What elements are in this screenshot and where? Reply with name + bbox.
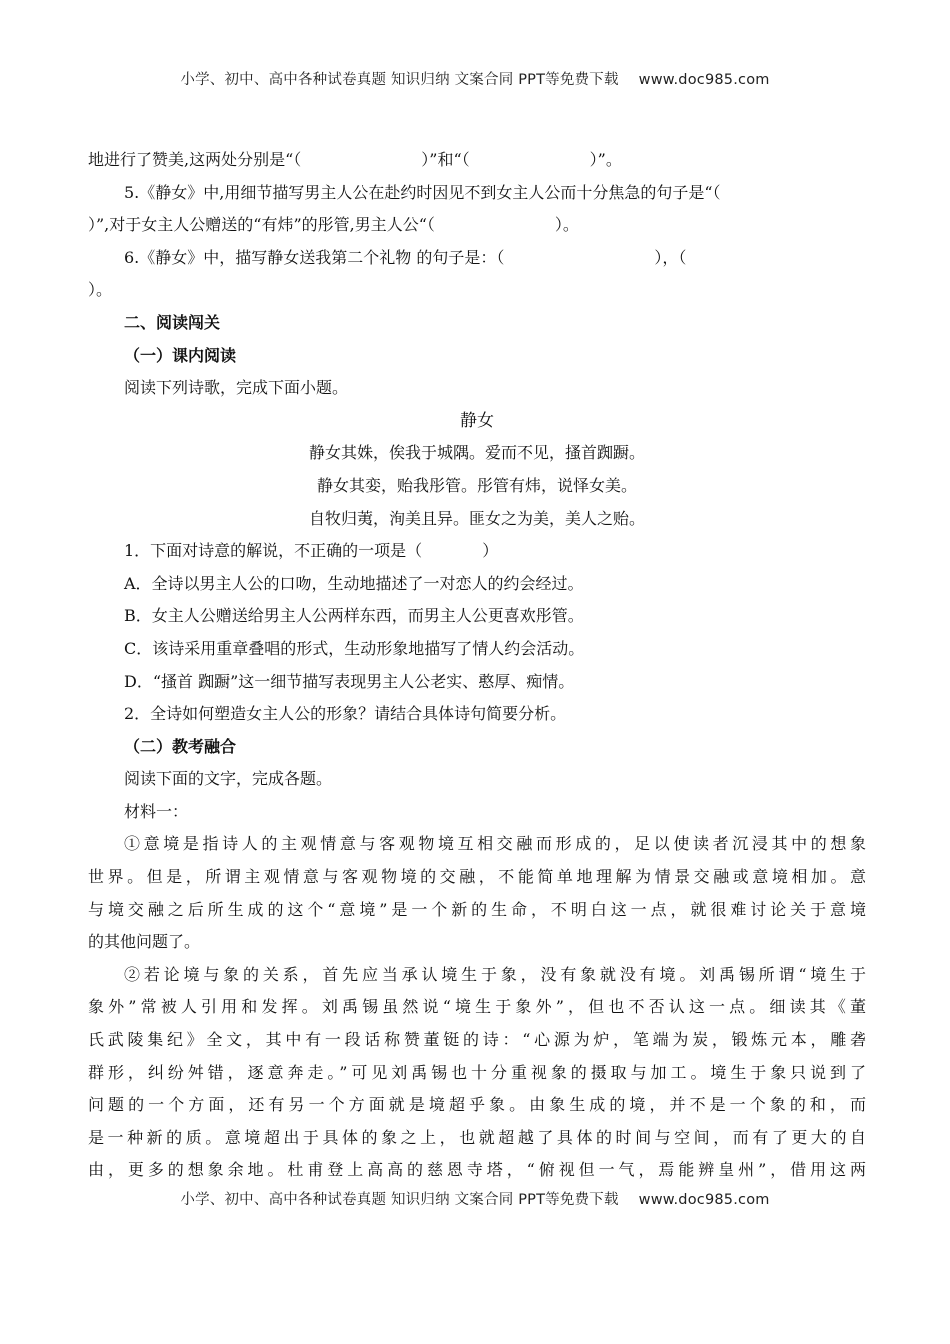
question-5 [88, 177, 866, 210]
text-segment: 1．下面对诗意的解说，不正确的一项是（ [124, 541, 423, 561]
text-segment: ）”和“（ [421, 150, 470, 169]
question-4-continued [88, 144, 866, 177]
question-2: 2．全诗如何塑造女主人公的形象？请结合具体诗句简要分析。 [124, 704, 567, 724]
material-label: 材料一： [124, 801, 189, 821]
paragraph-line: 世界。但是，所谓主观情意与客观物境的交融，不能简单地理解为情景交融或意境相加。意 [88, 867, 866, 887]
text-segment: ） [482, 541, 499, 561]
subsection-heading: （一）课内阅读 [124, 345, 237, 365]
subsection-heading: （二）教考融合 [124, 736, 237, 756]
header-url[interactable]: www.doc985.com [638, 72, 770, 88]
text-segment: 5.《静女》中,用细节描写男主人公在赴约时因见不到女主人公而十分焦急的句子是“（ [124, 182, 721, 202]
paragraph-line: 氏武陵集纪》全文，其中有一段话称赞董铤的诗：“心源为炉，笔端为炭，锻炼元本，雕砻 [88, 1030, 866, 1050]
question-6-continued [88, 274, 866, 307]
option-a: A．全诗以男主人公的口吻，生动地描述了一对恋人的约会经过。 [124, 573, 584, 593]
section-heading: 二、阅读闯关 [124, 312, 221, 332]
instruction-text: 阅读下列诗歌，完成下面小题。 [124, 378, 349, 398]
page-footer [0, 1188, 950, 1209]
question-6 [88, 242, 866, 275]
paragraph-line: 与境交融之后所生成的这个“意境”是一个新的生命，不明白这一点，就很难讨论关于意境 [88, 899, 866, 919]
header-text: 小学、初中、高中各种试卷真题 知识归纳 文案合同 PPT等免费下载 [180, 72, 619, 88]
text-segment: 6.《静女》中，描写静女送我第二个礼物 的句子是：（ [124, 247, 505, 267]
poem-title: 静女 [460, 410, 494, 431]
text-segment: ）。 [554, 215, 579, 235]
paragraph-line: ①意境是指诗人的主观情意与客观物境互相交融而形成的，足以使读者沉浸其中的想象 [124, 834, 866, 854]
paragraph-line: 群形，纠纷舛错，逐意奔走。”可见刘禹锡也十分重视象的摄取与加工。境生于象只说到了 [88, 1062, 866, 1082]
poem-line: 静女其娈，贻我彤管。彤管有炜，说怿女美。 [316, 475, 637, 495]
question-5-continued [88, 209, 866, 242]
paragraph-line: 是一种新的质。意境超出于具体的象之上，也就超越了具体的时间与空间，而有了更大的自 [88, 1127, 866, 1147]
paragraph-line: 问题的一个方面，还有另一个方面就是境超乎象。由象生成的境，并不是一个象的和，而 [88, 1095, 866, 1115]
footer-url[interactable]: www.doc985.com [638, 1192, 770, 1208]
poem-line: 静女其姝，俟我于城隅。爱而不见，搔首踟蹰。 [308, 443, 645, 463]
footer-text: 小学、初中、高中各种试卷真题 知识归纳 文案合同 PPT等免费下载 [180, 1192, 619, 1208]
page-header [0, 68, 950, 89]
text-segment: ）”,对于女主人公赠送的“有炜”的彤管,男主人公“（ [88, 215, 435, 235]
document-body [88, 144, 866, 1187]
instruction-text: 阅读下面的文字，完成各题。 [124, 769, 333, 789]
text-segment: ），（ [654, 247, 687, 267]
paragraph-line: 象外”常被人引用和发挥。刘禹锡虽然说“境生于象外”，但也不否认这一点。细读其《董 [88, 997, 866, 1017]
option-b: B．女主人公赠送给男主人公两样东西，而男主人公更喜欢彤管。 [124, 606, 584, 626]
option-c: C．该诗采用重章叠唱的形式，生动形象地描写了情人约会活动。 [124, 638, 585, 658]
paragraph-line: ②若论境与象的关系，首先应当承认境生于象，没有象就没有境。刘禹锡所谓“境生于 [124, 964, 866, 984]
question-1 [88, 535, 866, 568]
paragraph-line: 的其他问题了。 [88, 932, 201, 952]
paragraph-line: 由，更多的想象余地。杜甫登上高高的慈恩寺塔，“俯视但一气，焉能辨皇州”，借用这两 [88, 1160, 866, 1180]
option-d: D．“搔首 踟蹰”这一细节描写表现男主人公老实、憨厚、痴情。 [124, 671, 575, 691]
text-segment: 地进行了赞美,这两处分别是“（ [88, 150, 302, 169]
text-segment: ）”。 [589, 150, 622, 169]
text-segment: ）。 [88, 280, 113, 300]
poem-line: 自牧归荑，洵美且异。匪女之为美，美人之贻。 [308, 508, 645, 528]
